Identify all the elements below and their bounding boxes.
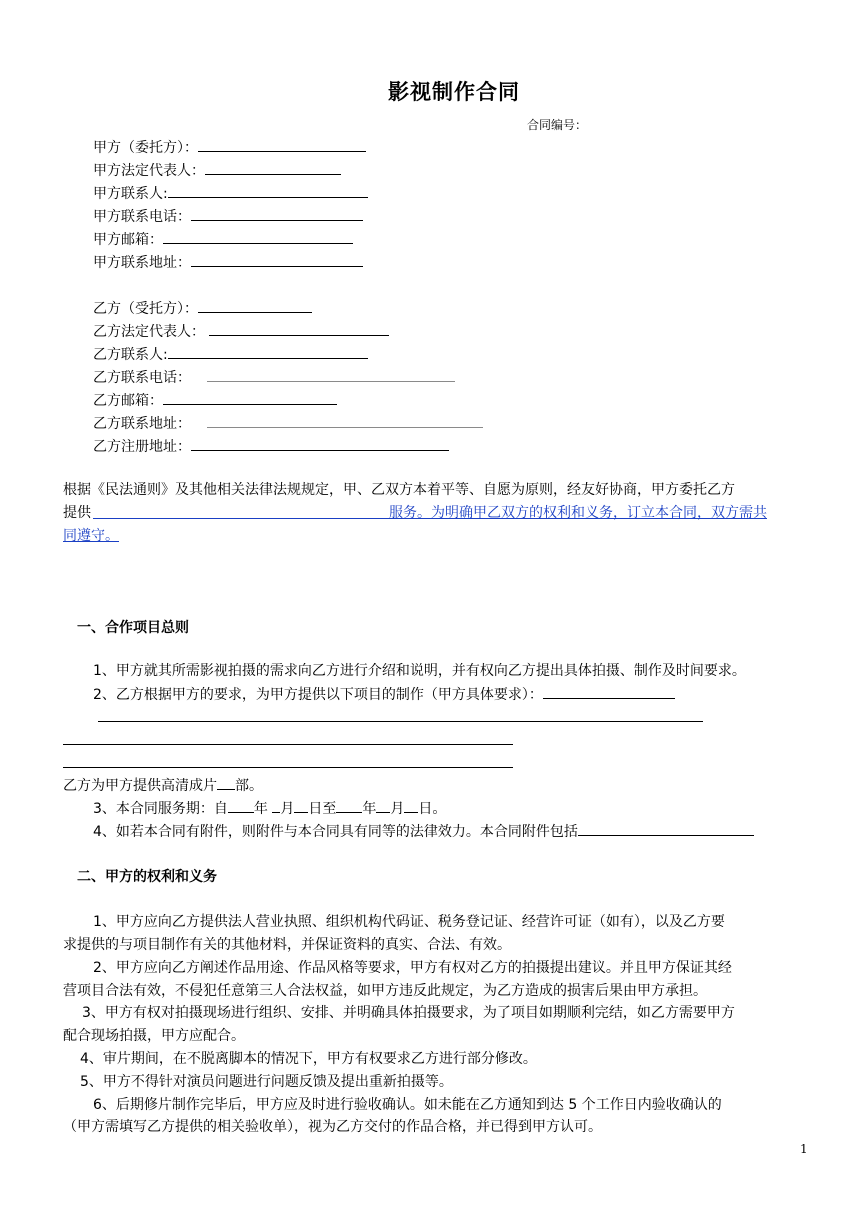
start-day-field[interactable]: [294, 798, 308, 813]
copies-row: [63, 775, 263, 796]
section-2-heading: 二、甲方的权利和义务: [77, 869, 217, 885]
party-b-email-row: [93, 390, 337, 411]
copies-count-field[interactable]: [217, 775, 235, 790]
party-a-client-label: 甲方（委托方）：: [93, 140, 198, 156]
party-b-legal-rep-row: [93, 321, 389, 342]
attachments-row: [93, 821, 754, 842]
preamble-line-3-link[interactable]: 同遵守。: [63, 528, 119, 544]
copies-prefix: 乙方为甲方提供高清成片: [63, 778, 217, 794]
end-month-field[interactable]: [376, 798, 390, 813]
party-b-phone-row: [93, 367, 455, 388]
party-a-contact-label: 甲方联系人:: [93, 186, 168, 202]
party-a-address-field[interactable]: [191, 252, 363, 267]
party-b-reg-address-field[interactable]: [191, 436, 449, 451]
party-a-client-field[interactable]: [198, 137, 366, 152]
party-a-legal-rep-row: [93, 160, 341, 181]
end-year-label: 年: [362, 801, 377, 817]
party-b-contact-label: 乙方联系人:: [93, 347, 168, 363]
party-a-phone-row: [93, 206, 363, 227]
party-b-legal-rep-label: 乙方法定代表人：: [93, 324, 205, 340]
end-year-field[interactable]: [336, 798, 362, 813]
requirements-field-1[interactable]: [543, 684, 675, 699]
preamble-line-1: 根据《民法通则》及其他相关法律法规规定，甲、乙双方本着平等、自愿为原则，经友好协商，甲方委托乙方: [63, 482, 735, 498]
party-a-address-row: [93, 252, 363, 273]
party-a-phone-label: 甲方联系电话：: [93, 209, 191, 225]
section-2-item-4: 4、审片期间，在不脱离脚本的情况下，甲方有权要求乙方进行部分修改。: [80, 1051, 537, 1067]
requirements-field-4[interactable]: [63, 767, 513, 768]
attachments-field[interactable]: [578, 821, 754, 836]
section-1-item-1: 1、甲方就其所需影视拍摄的需求向乙方进行介绍和说明，并有权向乙方提出具体拍摄、制作及时间要求。: [93, 663, 746, 679]
party-a-contact-row: [93, 183, 368, 204]
section-1-item-4: 4、如若本合同有附件，则附件与本合同具有同等的法律效力。本合同附件包括: [93, 824, 578, 840]
end-day-field[interactable]: [404, 798, 418, 813]
contract-number-label: 合同编号：: [527, 118, 588, 132]
start-year-field[interactable]: [228, 798, 254, 813]
end-month-label: 月: [390, 801, 405, 817]
service-period-prefix: 3、本合同服务期：自: [93, 801, 228, 817]
preamble-line-2-link[interactable]: 服务。为明确甲乙双方的权利和义务，订立本合同，双方需共: [389, 505, 767, 521]
party-b-contact-row: [93, 344, 368, 365]
party-b-address-label: 乙方联系地址：: [93, 416, 191, 432]
party-a-email-row: [93, 229, 353, 250]
section-1-heading: 一、合作项目总则: [77, 620, 189, 636]
party-b-phone-label: 乙方联系电话：: [93, 370, 191, 386]
section-2-item-3-line-1: 3、甲方有权对拍摄现场进行组织、安排、并明确具体拍摄要求，为了项目如期顺利完结，如乙方需要甲方: [82, 1005, 735, 1021]
preamble-service-blank[interactable]: [93, 518, 389, 519]
requirements-field-2[interactable]: [98, 721, 703, 722]
party-b-address-field[interactable]: [207, 413, 483, 428]
section-2-item-6-line-2: （甲方需填写乙方提供的相关验收单），视为乙方交付的作品合格，并已得到甲方认可。: [63, 1119, 602, 1135]
party-a-client-row: [93, 137, 366, 158]
start-day-label: 日至: [308, 801, 337, 817]
party-a-address-label: 甲方联系地址：: [93, 255, 191, 271]
party-b-email-label: 乙方邮箱：: [93, 393, 163, 409]
end-day-label: 日。: [418, 801, 447, 817]
service-period-row: [93, 798, 446, 819]
party-b-email-field[interactable]: [163, 390, 337, 405]
party-a-contact-field[interactable]: [168, 183, 368, 198]
section-2-item-1-line-1: 1、甲方应向乙方提供法人营业执照、组织机构代码证、税务登记证、经营许可证（如有），以及乙方要: [93, 914, 725, 930]
party-b-agent-field[interactable]: [198, 298, 312, 313]
preamble-line-2-prefix: 提供: [63, 505, 91, 521]
party-a-legal-rep-label: 甲方法定代表人：: [93, 163, 205, 179]
page-number: 1: [800, 1142, 808, 1156]
start-year-label: 年: [253, 801, 268, 817]
copies-suffix: 部。: [235, 778, 263, 794]
requirements-field-3[interactable]: [63, 744, 513, 745]
party-a-email-label: 甲方邮箱：: [93, 232, 163, 248]
party-b-address-row: [93, 413, 483, 434]
section-1-item-2-row: [93, 684, 675, 705]
party-b-phone-field[interactable]: [207, 367, 455, 382]
section-2-item-3-line-2: 配合现场拍摄，甲方应配合。: [63, 1028, 245, 1044]
start-month-label: 月: [280, 801, 295, 817]
page-title: 影视制作合同: [388, 80, 520, 104]
section-2-item-1-line-2: 求提供的与项目制作有关的其他材料，并保证资料的真实、合法、有效。: [63, 937, 511, 953]
section-2-item-2-line-2: 营项目合法有效，不侵犯任意第三人合法权益，如甲方违反此规定，为乙方造成的损害后果由甲方承担。: [63, 983, 707, 999]
party-a-email-field[interactable]: [163, 229, 353, 244]
party-a-phone-field[interactable]: [191, 206, 363, 221]
party-b-reg-address-row: [93, 436, 449, 457]
section-2-item-5: 5、甲方不得针对演员问题进行问题反馈及提出重新拍摄等。: [80, 1074, 453, 1090]
party-b-legal-rep-field[interactable]: [209, 321, 389, 336]
party-b-agent-row: [93, 298, 312, 319]
party-b-contact-field[interactable]: [168, 344, 368, 359]
section-2-item-6-line-1: 6、后期修片制作完毕后，甲方应及时进行验收确认。如未能在乙方通知到达 5 个工作日内验收确认的: [93, 1097, 722, 1113]
party-a-legal-rep-field[interactable]: [205, 160, 341, 175]
section-2-item-2-line-1: 2、甲方应向乙方阐述作品用途、作品风格等要求，甲方有权对乙方的拍摄提出建议。并且甲方保证其经: [93, 960, 732, 976]
party-b-reg-address-label: 乙方注册地址：: [93, 439, 191, 455]
section-1-item-2: 2、乙方根据甲方的要求，为甲方提供以下项目的制作（甲方具体要求）：: [93, 687, 543, 703]
party-b-agent-label: 乙方（受托方）：: [93, 301, 198, 317]
